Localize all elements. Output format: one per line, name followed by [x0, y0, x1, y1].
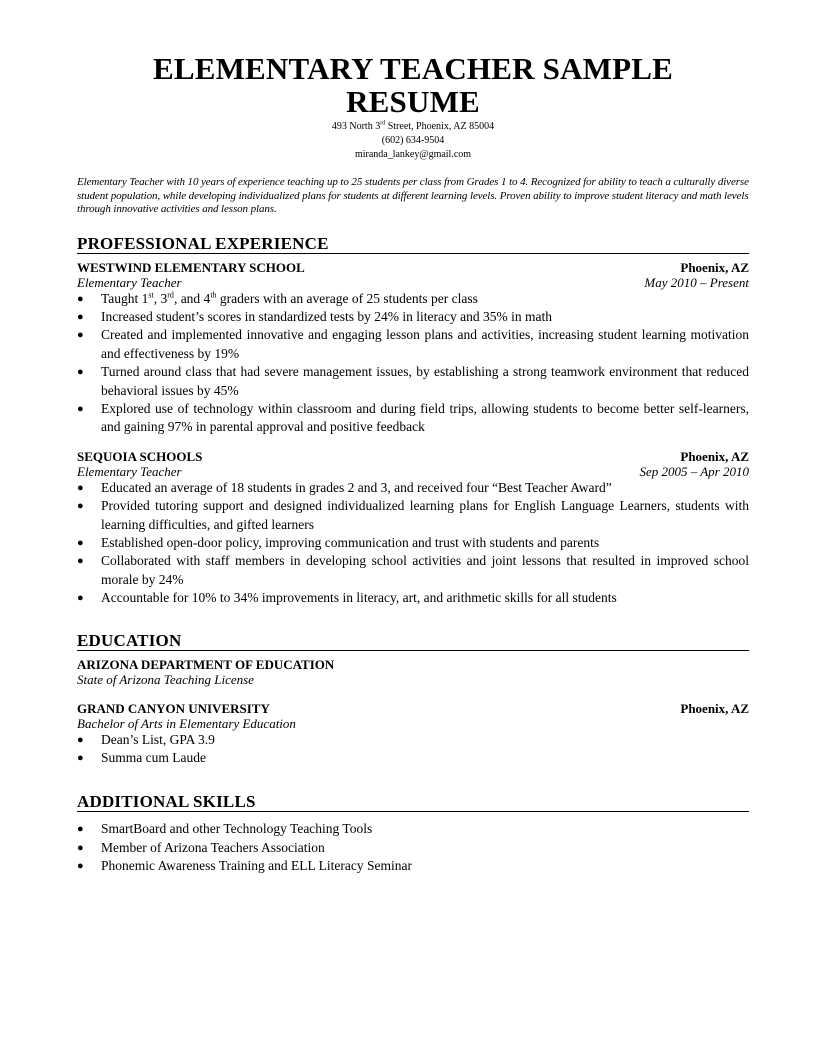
- list-item: ● SmartBoard and other Technology Teaching Tools: [77, 821, 373, 837]
- job-bullets: [77, 479, 749, 608]
- contact-block: [77, 120, 749, 162]
- list-item: ● Increased student’s scores in standardized tests by 24% in literacy and 35% in math: [77, 308, 552, 324]
- title-line-1: ELEMENTARY TEACHER SAMPLE: [152, 51, 674, 86]
- job-role-row: [77, 275, 749, 290]
- list-item: ● Educated an average of 18 students in grades 2 and 3, and received four “Best Teacher Award”: [77, 479, 612, 495]
- experience-heading: PROFESSIONAL EXPERIENCE: [77, 235, 749, 254]
- org-name: WESTWIND ELEMENTARY SCHOOL: [77, 259, 305, 275]
- address: 493 North 3rd Street, Phoenix, AZ 85004: [331, 120, 495, 132]
- job-westwind: [77, 260, 749, 437]
- institution-name: ARIZONA DEPARTMENT OF EDUCATION: [77, 656, 335, 672]
- skills-bullets: [77, 820, 749, 875]
- education-entry: [77, 701, 749, 768]
- job-title: Elementary Teacher: [77, 463, 182, 479]
- summary: Elementary Teacher with 10 years of experience teaching up to 25 students per class from Grades 1 to 4. Recognized for ability to teach a culturally diverse student population, while developing individualized plans for students at different learning levels. Proven ability to improve student literacy and math levels through innovative activities and lesson plans.: [77, 176, 749, 215]
- job-title: Elementary Teacher: [77, 274, 182, 290]
- list-item: ● Accountable for 10% to 34% improvements in literacy, art, and arithmetic skills for all students: [77, 590, 617, 606]
- job-header: [77, 260, 749, 275]
- resume-page: [77, 0, 749, 876]
- education-detail-row: [77, 716, 749, 731]
- org-location: Phoenix, AZ: [680, 259, 749, 275]
- job-bullets: [77, 290, 749, 437]
- org-location: Phoenix, AZ: [680, 448, 749, 464]
- list-item: ● Dean’s List, GPA 3.9: [77, 731, 215, 747]
- list-item: ● Member of Arizona Teachers Association: [77, 839, 325, 855]
- org-name: SEQUOIA SCHOOLS: [77, 448, 203, 464]
- phone: (602) 634-9504: [381, 135, 445, 146]
- list-item: ● Established open-door policy, improving communication and trust with students and parents: [77, 534, 600, 550]
- education-detail: Bachelor of Arts in Elementary Education: [77, 715, 296, 731]
- email: miranda_lankey@gmail.com: [354, 149, 472, 160]
- list-item: ● Summa cum Laude: [77, 750, 206, 765]
- education-header: [77, 701, 749, 716]
- list-item: ● Turned around class that had severe management issues, by establishing a strong teamwork environment that reduced behavioral issues by 45%: [77, 364, 749, 398]
- job-sequoia: [77, 449, 749, 608]
- job-dates: Sep 2005 – Apr 2010: [639, 463, 749, 479]
- list-item: ● Provided tutoring support and designed individualized learning plans for English Language Learners, students with learning difficulties, and gifted learners: [77, 498, 749, 532]
- list-item: ● Collaborated with staff members in developing school activities and joint lessons that resulted in improved school morale by 24%: [77, 553, 749, 587]
- job-role-row: [77, 464, 749, 479]
- title-line-2: RESUME: [346, 84, 480, 119]
- institution-location: Phoenix, AZ: [680, 700, 749, 716]
- list-item: ● Created and implemented innovative and engaging lesson plans and activities, increasing student learning motivation and effectiveness by 19%: [77, 327, 749, 361]
- education-detail: State of Arizona Teaching License: [77, 671, 254, 687]
- education-header: [77, 657, 749, 672]
- list-item: ● Explored use of technology within classroom and during field trips, allowing students to become better self-learners, and gaining 97% in parental approval and positive feedback: [77, 400, 749, 435]
- job-header: [77, 449, 749, 464]
- list-item: ● Phonemic Awareness Training and ELL Literacy Seminar: [77, 858, 412, 874]
- skills-heading: ADDITIONAL SKILLS: [77, 793, 749, 812]
- education-entry: [77, 657, 749, 687]
- list-item: ● Taught 1st, 3rd, and 4th graders with an average of 25 students per class: [77, 290, 478, 306]
- education-bullets: [77, 731, 749, 768]
- institution-name: GRAND CANYON UNIVERSITY: [77, 700, 270, 716]
- resume-title: [77, 52, 749, 118]
- education-detail-row: [77, 672, 749, 687]
- education-heading: EDUCATION: [77, 632, 749, 651]
- job-dates: May 2010 – Present: [644, 274, 749, 290]
